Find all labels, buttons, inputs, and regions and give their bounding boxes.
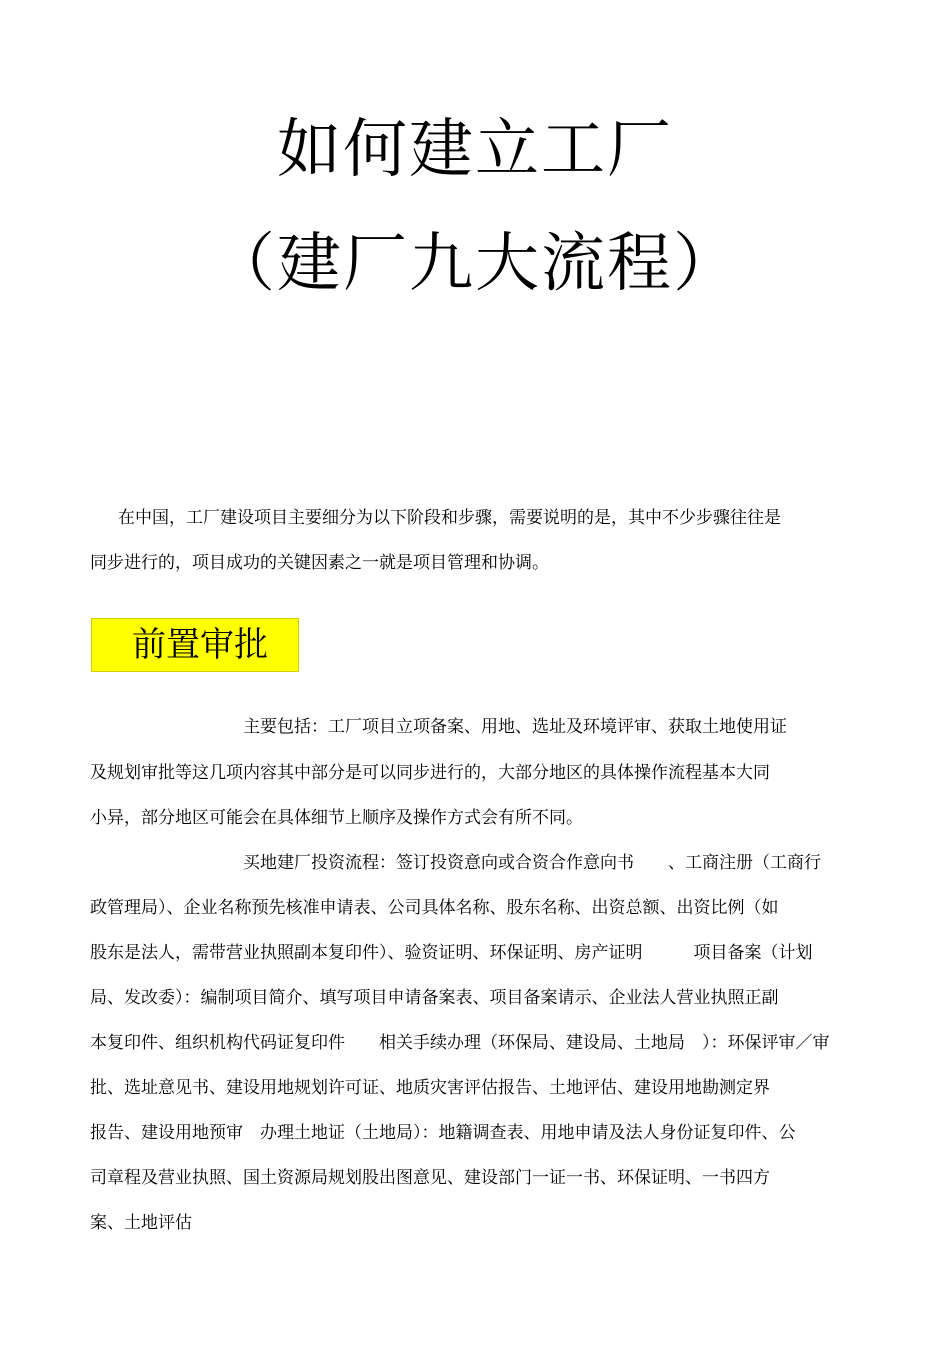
paragraph-line: 报告、建设用地预审 办理土地证（土地局）：地籍调查表、用地申请及法人身份证复印件、公 — [90, 1123, 796, 1143]
paragraph-line: 及规划审批等这几项内容其中部分是可以同步进行的，大部分地区的具体操作流程基本大同 — [90, 763, 770, 783]
section-heading: 前置审批 — [132, 625, 268, 665]
document-title: 如何建立工厂 — [277, 113, 673, 187]
paragraph-line: 小异，部分地区可能会在具体细节上顺序及操作方式会有所不同。 — [90, 808, 583, 828]
document-subtitle: （建厂九大流程） — [211, 227, 739, 301]
section-heading-highlight — [91, 618, 299, 672]
paragraph-line: 主要包括：工厂项目立项备案、用地、选址及环境评审、获取土地使用证 — [243, 717, 787, 737]
paragraph-line: 案、土地评估 — [90, 1213, 192, 1233]
paragraph-line: 司章程及营业执照、国土资源局规划股出图意见、建设部门一证一书、环保证明、一书四方 — [90, 1168, 770, 1188]
paragraph-line: 政管理局）、企业名称预先核准申请表、公司具体名称、股东名称、出资总额、出资比例（如 — [90, 898, 779, 918]
paragraph-line: 局、发改委）：编制项目简介、填写项目申请备案表、项目备案请示、企业法人营业执照正副 — [90, 988, 779, 1008]
paragraph-line: 批、选址意见书、建设用地规划许可证、地质灾害评估报告、土地评估、建设用地勘测定界 — [90, 1078, 770, 1098]
paragraph-line: 本复印件、组织机构代码证复印件 相关手续办理（环保局、建设局、土地局 ）：环保评审／审 — [90, 1033, 830, 1053]
paragraph-line: 股东是法人，需带营业执照副本复印件）、验资证明、环保证明、房产证明 项目备案（计划 — [90, 943, 813, 963]
intro-line: 同步进行的，项目成功的关键因素之一就是项目管理和协调。 — [90, 553, 549, 573]
intro-line: 在中国，工厂建设项目主要细分为以下阶段和步骤，需要说明的是，其中不少步骤往往是 — [118, 508, 781, 528]
paragraph-line: 买地建厂投资流程：签订投资意向或合资合作意向书 、工商注册（工商行 — [243, 853, 821, 873]
